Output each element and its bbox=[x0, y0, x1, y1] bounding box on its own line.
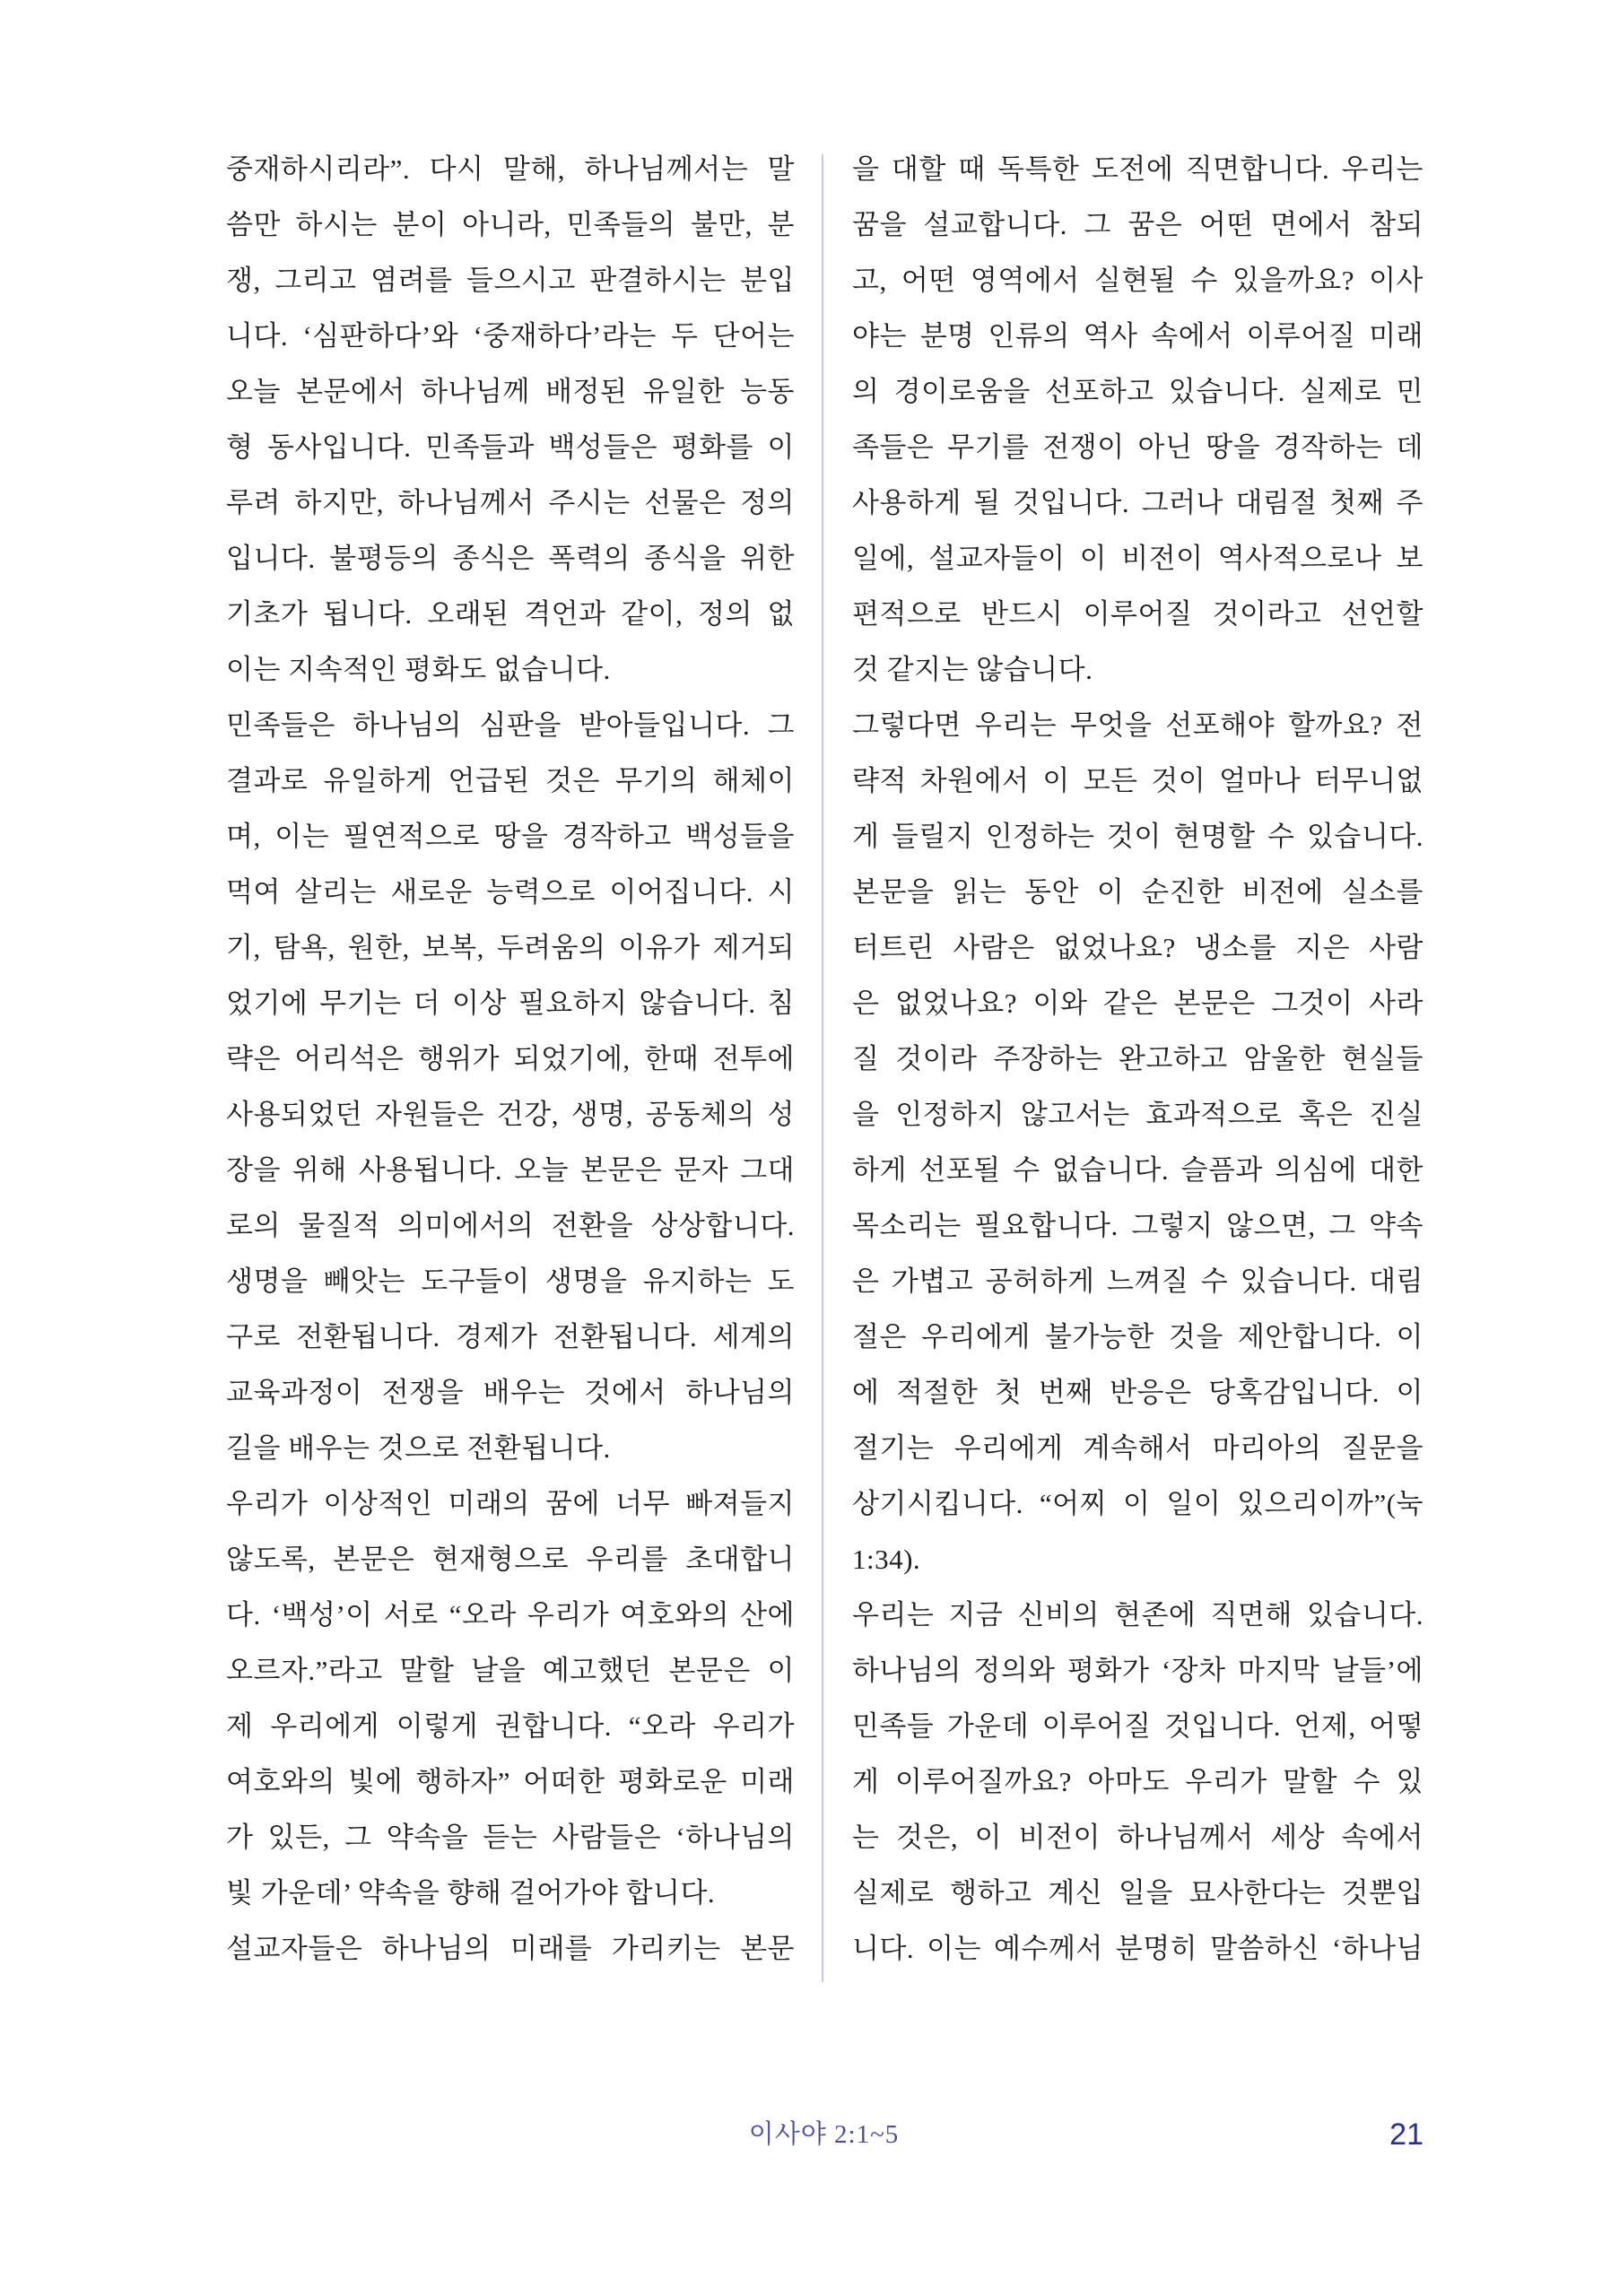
column-divider-rule bbox=[822, 154, 823, 1982]
text-line: 루려 하지만, 하나님께서 주시는 선물은 정의 bbox=[226, 487, 795, 518]
text-line: 이는 지속적인 평화도 없습니다. bbox=[226, 654, 611, 685]
text-line: 절기는 우리에게 계속해서 마리아의 질문을 bbox=[852, 1432, 1424, 1464]
text-line: 상기시킵니다. “어찌 이 일이 있으리이까”(눅 bbox=[852, 1488, 1424, 1519]
text-line: 가 있든, 그 약속을 듣는 사람들은 ‘하나님의 bbox=[226, 1822, 795, 1853]
text-line: 목소리는 필요합니다. 그렇지 않으면, 그 약속 bbox=[852, 1210, 1424, 1241]
text-line: 꿈을 설교합니다. 그 꿈은 어떤 면에서 참되 bbox=[852, 209, 1424, 240]
text-line: 하게 선포될 수 없습니다. 슬픔과 의심에 대한 bbox=[852, 1154, 1424, 1186]
text-line: 오늘 본문에서 하나님께 배정된 유일한 능동 bbox=[226, 376, 795, 407]
text-line: 민족들은 하나님의 심판을 받아들입니다. 그 bbox=[226, 709, 795, 741]
text-line: 은 없었나요? 이와 같은 본문은 그것이 사라 bbox=[852, 987, 1424, 1019]
text-line: 편적으로 반드시 이루어질 것이라고 선언할 bbox=[852, 598, 1424, 630]
text-line: 않도록, 본문은 현재형으로 우리를 초대합니 bbox=[226, 1544, 795, 1575]
text-line: 다. ‘백성’이 서로 “오라 우리가 여호와의 산에 bbox=[226, 1599, 795, 1631]
text-line: 여호와의 빛에 행하자” 어떠한 평화로운 미래 bbox=[226, 1766, 795, 1797]
text-line: 일에, 설교자들이 이 비전이 역사적으로나 보 bbox=[852, 543, 1424, 574]
text-line: 게 이루어질까요? 아마도 우리가 말할 수 있 bbox=[852, 1766, 1424, 1797]
text-line: 우리는 지금 신비의 현존에 직면해 있습니다. bbox=[852, 1599, 1424, 1631]
text-line: 게 들릴지 인정하는 것이 현명할 수 있습니다. bbox=[852, 821, 1424, 852]
text-line: 구로 전환됩니다. 경제가 전환됩니다. 세계의 bbox=[226, 1321, 795, 1352]
text-line: 을 인정하지 않고서는 효과적으로 혹은 진실 bbox=[852, 1099, 1424, 1130]
text-line: 오르자.”라고 말할 날을 예고했던 본문은 이 bbox=[226, 1655, 795, 1686]
text-line: 절은 우리에게 불가능한 것을 제안합니다. 이 bbox=[852, 1321, 1424, 1352]
text-line: 그렇다면 우리는 무엇을 선포해야 할까요? 전 bbox=[852, 709, 1424, 741]
text-column-left bbox=[226, 142, 795, 1977]
text-line: 중재하시리라”. 다시 말해, 하나님께서는 말 bbox=[226, 153, 795, 185]
text-line: 형 동사입니다. 민족들과 백성들은 평화를 이 bbox=[226, 431, 795, 463]
text-line: 니다. ‘심판하다’와 ‘중재하다’라는 두 단어는 bbox=[226, 320, 795, 352]
text-line: 민족들 가운데 이루어질 것입니다. 언제, 어떻 bbox=[852, 1710, 1424, 1742]
text-line: 는 것은, 이 비전이 하나님께서 세상 속에서 bbox=[852, 1822, 1424, 1853]
text-column-right bbox=[852, 142, 1424, 1977]
text-line: 제 우리에게 이렇게 권합니다. “오라 우리가 bbox=[226, 1710, 795, 1742]
text-line: 생명을 빼앗는 도구들이 생명을 유지하는 도 bbox=[226, 1265, 795, 1297]
text-line: 것 같지는 않습니다. bbox=[852, 654, 1093, 685]
text-line: 씀만 하시는 분이 아니라, 민족들의 불만, 분 bbox=[226, 209, 795, 240]
text-line: 길을 배우는 것으로 전환됩니다. bbox=[226, 1432, 611, 1464]
text-line: 야는 분명 인류의 역사 속에서 이루어질 미래 bbox=[852, 320, 1424, 352]
text-line: 며, 이는 필연적으로 땅을 경작하고 백성들을 bbox=[226, 821, 795, 852]
text-line: 족들은 무기를 전쟁이 아닌 땅을 경작하는 데 bbox=[852, 431, 1424, 463]
text-line: 었기에 무기는 더 이상 필요하지 않습니다. 침 bbox=[226, 987, 795, 1019]
text-line: 터트린 사람은 없었나요? 냉소를 지은 사람 bbox=[852, 932, 1424, 963]
text-line: 장을 위해 사용됩니다. 오늘 본문은 문자 그대 bbox=[226, 1154, 795, 1186]
text-line: 에 적절한 첫 번째 반응은 당혹감입니다. 이 bbox=[852, 1377, 1424, 1408]
text-line: 결과로 유일하게 언급된 것은 무기의 해체이 bbox=[226, 765, 795, 796]
text-line: 니다. 이는 예수께서 분명히 말씀하신 ‘하나님 bbox=[852, 1933, 1424, 1964]
text-line: 략적 차원에서 이 모든 것이 얼마나 터무니없 bbox=[852, 765, 1424, 796]
text-line: 실제로 행하고 계신 일을 묘사한다는 것뿐입 bbox=[852, 1877, 1424, 1909]
text-line: 사용하게 될 것입니다. 그러나 대림절 첫째 주 bbox=[852, 487, 1424, 518]
text-line: 1:34). bbox=[852, 1544, 921, 1575]
text-line: 입니다. 불평등의 종식은 폭력의 종식을 위한 bbox=[226, 543, 795, 574]
text-line: 은 가볍고 공허하게 느껴질 수 있습니다. 대림 bbox=[852, 1265, 1424, 1297]
text-line: 로의 물질적 의미에서의 전환을 상상합니다. bbox=[226, 1210, 795, 1241]
text-line: 하나님의 정의와 평화가 ‘장차 마지막 날들’에 bbox=[852, 1655, 1424, 1686]
text-line: 쟁, 그리고 염려를 들으시고 판결하시는 분입 bbox=[226, 265, 795, 296]
footer-page-number: 21 bbox=[1389, 2118, 1424, 2152]
text-line: 기초가 됩니다. 오래된 격언과 같이, 정의 없 bbox=[226, 598, 795, 630]
text-line: 질 것이라 주장하는 완고하고 암울한 현실들 bbox=[852, 1043, 1424, 1074]
text-line: 설교자들은 하나님의 미래를 가리키는 본문 bbox=[226, 1933, 795, 1964]
text-line: 빛 가운데’ 약속을 향해 걸어가야 합니다. bbox=[226, 1877, 716, 1909]
text-line: 사용되었던 자원들은 건강, 생명, 공동체의 성 bbox=[226, 1099, 795, 1130]
text-line: 본문을 읽는 동안 이 순진한 비전에 실소를 bbox=[852, 876, 1424, 908]
text-line: 을 대할 때 독특한 도전에 직면합니다. 우리는 bbox=[852, 153, 1424, 185]
footer-scripture-reference: 이사야 2:1~5 bbox=[748, 2120, 900, 2149]
page-footer bbox=[224, 2115, 1424, 2154]
text-line: 우리가 이상적인 미래의 꿈에 너무 빠져들지 bbox=[226, 1488, 795, 1519]
text-line: 교육과정이 전쟁을 배우는 것에서 하나님의 bbox=[226, 1377, 795, 1408]
text-line: 고, 어떤 영역에서 실현될 수 있을까요? 이사 bbox=[852, 265, 1424, 296]
text-line: 먹여 살리는 새로운 능력으로 이어집니다. 시 bbox=[226, 876, 795, 908]
text-line: 략은 어리석은 행위가 되었기에, 한때 전투에 bbox=[226, 1043, 795, 1074]
text-line: 의 경이로움을 선포하고 있습니다. 실제로 민 bbox=[852, 376, 1424, 407]
text-line: 기, 탐욕, 원한, 보복, 두려움의 이유가 제거되 bbox=[226, 932, 795, 963]
